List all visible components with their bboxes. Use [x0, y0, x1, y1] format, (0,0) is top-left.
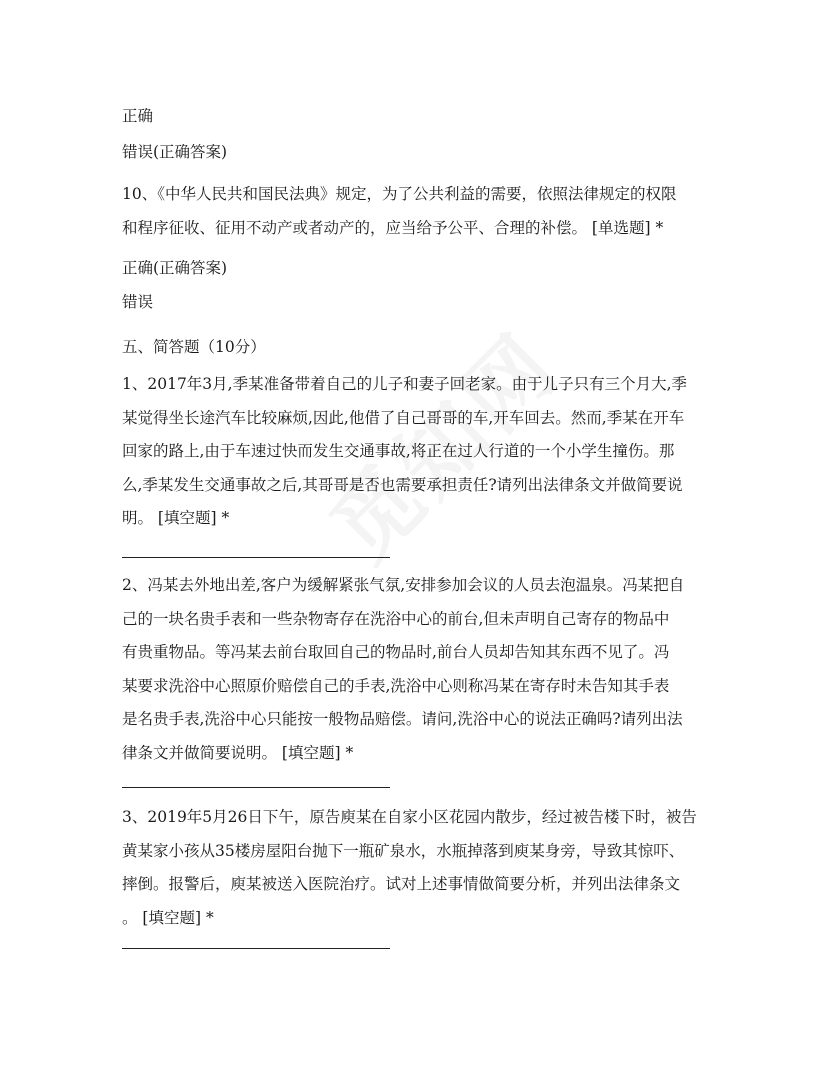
short-question-3	[122, 801, 712, 935]
sq2-line-2: 己的一块名贵手表和一些杂物寄存在洗浴中心的前台,但未声明自己寄存的物品中	[122, 609, 670, 628]
sq3-line-1: 3、2019年5月26日下午，原告庾某在自家小区花园内散步，经过被告楼下时，被告	[122, 808, 697, 826]
answer-blank-1[interactable]	[122, 557, 390, 558]
sq2-line-4: 某要求洗浴中心照原价赔偿自己的手表,洗浴中心则称冯某在寄存时未告知其手表	[122, 676, 670, 695]
question-10-line-2: 和程序征收、征用不动产或者动产的，应当给予公平、合理的补偿。 [单选题] *	[122, 218, 664, 237]
sq2-line-6: 律条文并做简要说明。 [填空题] *	[122, 743, 354, 762]
sq1-line-1: 1、2017年3月,季某准备带着自己的儿子和妻子回老家。由于儿子只有三个月大,季	[122, 375, 688, 393]
sq2-line-3: 有贵重物品。等冯某去前台取回自己的物品时,前台人员却告知其东西不见了。冯	[122, 643, 670, 661]
question-10-line-1: 10、《中华人民共和国民法典》规定，为了公共利益的需要，依照法律规定的权限	[122, 185, 677, 203]
short-question-1	[122, 368, 712, 536]
sq1-line-3: 回家的路上,由于车速过快而发生交通事故,将正在过人行道的一个小学生撞伤。那	[122, 442, 675, 460]
sq2-line-1: 2、冯某去外地出差,客户为缓解紧张气氛,安排参加会议的人员去泡温泉。冯某把自	[122, 576, 685, 594]
q10-option-wrong[interactable]: 错误	[122, 293, 154, 311]
q10-option-correct[interactable]: 正确(正确答案)	[122, 259, 228, 277]
sq3-line-4: 。 [填空题] *	[122, 908, 214, 927]
short-question-2	[122, 569, 712, 770]
answer-blank-2[interactable]	[122, 787, 390, 788]
option-correct[interactable]: 正确	[122, 107, 154, 125]
sq1-line-4: 么,季某发生交通事故之后,其哥哥是否也需要承担责任?请列出法律条文并做简要说	[122, 475, 683, 494]
sq1-line-2: 某觉得坐长途汽车比较麻烦,因此,他借了自己哥哥的车,开车回去。然而,季某在开车	[122, 408, 685, 427]
sq2-line-5: 是名贵手表,洗浴中心只能按一般物品赔偿。请问,洗浴中心的说法正确吗?请列出法	[122, 710, 683, 728]
section-title: 五、简答题（10分）	[122, 338, 266, 356]
sq1-line-5: 明。 [填空题] *	[122, 509, 230, 527]
answer-blank-3[interactable]	[122, 948, 390, 949]
question-10	[122, 178, 712, 245]
option-wrong-correct-answer[interactable]: 错误(正确答案)	[122, 143, 228, 161]
sq3-line-3: 摔倒。报警后，庾某被送入医院治疗。试对上述事情做简要分析，并列出法律条文	[122, 875, 681, 893]
sq3-line-2: 黄某家小孩从35楼房屋阳台抛下一瓶矿泉水，水瓶掉落到庾某身旁，导致其惊吓、	[122, 841, 685, 860]
